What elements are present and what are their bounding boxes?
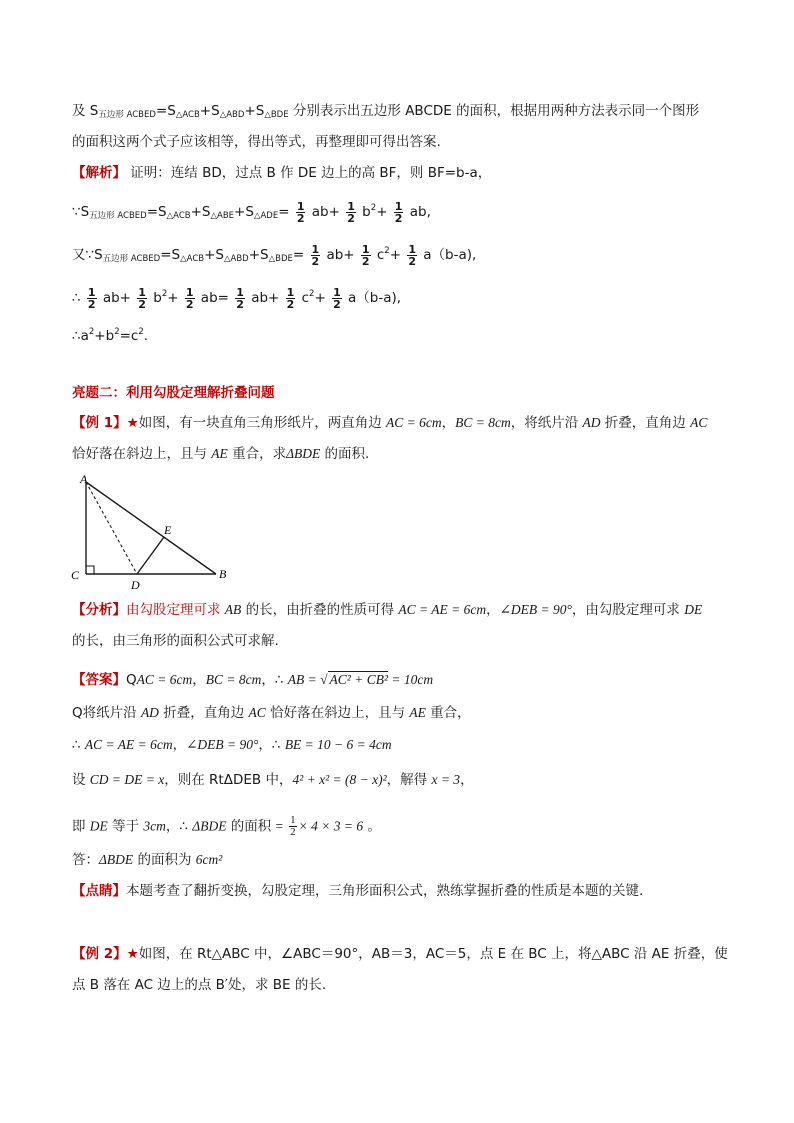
symbol: Q (126, 672, 137, 688)
fraction-numerator: 1 (138, 285, 146, 299)
example-tag: 【例 2】 (72, 946, 127, 962)
answer-line-5 (72, 815, 381, 838)
analysis-line-1 (72, 601, 702, 619)
text: 证明：连结 BD，过点 B 作 DE 边上的高 BF，则 BF=b-a， (126, 165, 492, 181)
fraction-half (286, 287, 296, 310)
math: ΔBDE (99, 852, 134, 867)
text: + (389, 247, 402, 263)
text: ∴ (72, 290, 81, 306)
sqrt-symbol: √ (320, 672, 328, 687)
text: 等于 (107, 818, 144, 835)
line-1 (72, 102, 699, 124)
math: 3cm (143, 818, 166, 834)
text: ab, (405, 204, 431, 220)
fraction-numerator: 1 (236, 285, 244, 299)
math: BC = 8cm (205, 672, 262, 687)
answer-line-6 (72, 851, 222, 869)
fraction-denominator: 2 (185, 297, 194, 311)
math: AD (582, 415, 601, 430)
text: a（b-a), (418, 247, 477, 263)
text: = (292, 247, 305, 263)
text: 又∵S (72, 247, 103, 263)
superscript: 2 (138, 327, 144, 337)
fraction-numerator: 1 (87, 285, 96, 299)
text: 即 (72, 818, 90, 835)
math: x = 3 (431, 772, 461, 787)
text: =c (119, 328, 139, 344)
math: AD (140, 705, 159, 720)
fraction-denominator: 2 (290, 826, 296, 838)
math: 6cm² (195, 852, 223, 867)
text: 重合， (425, 705, 471, 721)
superscript: 2 (309, 289, 315, 299)
math: ΔBDE (286, 446, 321, 461)
fraction-half (185, 287, 195, 310)
fraction-numerator: 1 (311, 242, 320, 256)
math: × 4 × 3 = 6 (298, 818, 364, 834)
subscript: 五边形 ACBED (102, 254, 161, 264)
fraction-denominator: 2 (408, 254, 416, 268)
text: 的长，由折叠的性质可得 (241, 602, 399, 618)
superscript: 2 (384, 246, 390, 256)
fraction-half (407, 244, 417, 267)
fraction-denominator: 2 (296, 211, 305, 225)
subscript: △BDE (264, 110, 289, 120)
math: AC (248, 705, 266, 720)
math-radicand: AC² + CB² (329, 672, 388, 687)
text: ab+ (307, 204, 340, 220)
text: ，由勾股定理可求 (571, 602, 685, 618)
text: 的面积. (320, 446, 370, 462)
text: ，将纸片沿 (510, 415, 583, 431)
text: 折叠，直角边 (600, 415, 691, 431)
math: DE (89, 818, 108, 834)
answer-line-3 (72, 736, 392, 754)
text: 答： (72, 852, 99, 868)
text: ∴a (72, 328, 89, 344)
fraction-denominator: 2 (138, 297, 146, 311)
text: . (143, 328, 149, 344)
text: =S (146, 204, 167, 220)
example-1-line-1 (72, 414, 707, 432)
text: +S (190, 204, 211, 220)
text: 本题考查了翻折变换，勾股定理，三角形面积公式，熟练掌握折叠的性质是本题的关键. (126, 883, 644, 899)
segment-ad-dashed (86, 482, 137, 574)
text: 及 S (72, 103, 99, 119)
subscript: △ABD (223, 254, 249, 264)
example-2-line-1 (72, 945, 728, 963)
superscript: 2 (370, 203, 377, 213)
text: ab+ (98, 290, 131, 306)
subscript: △ACB (180, 254, 205, 264)
math: = (271, 818, 288, 834)
example-1-line-2 (72, 445, 369, 463)
text: 恰好落在斜边上，且与 (265, 705, 410, 721)
segment-de (137, 537, 164, 574)
text: +S (244, 103, 265, 119)
fraction-half (87, 287, 97, 310)
subscript: △ACB (166, 211, 191, 221)
line-5 (72, 242, 476, 268)
text: 设 (72, 772, 90, 788)
math: ∠DEB = 90° (186, 737, 259, 752)
label-d: D (131, 578, 140, 590)
math: AE (211, 446, 228, 461)
label-c: C (71, 568, 80, 582)
fraction-numerator: 1 (347, 199, 355, 213)
math: AC = 6cm (386, 415, 442, 430)
text: ，∴ (258, 737, 285, 753)
segment-ab (86, 482, 216, 574)
text: + (167, 290, 179, 306)
subscript: 五边形 ACBED (98, 110, 156, 120)
text: ∴ (72, 737, 85, 753)
text: 将纸片沿 (82, 705, 141, 721)
text: 。 (363, 818, 381, 835)
answer-tag: 【答案】 (72, 672, 126, 688)
text: = (278, 204, 290, 220)
math: AC = AE = 6cm (84, 737, 173, 752)
math: = 10cm (388, 672, 434, 687)
text: + (376, 204, 388, 220)
text: +S (248, 247, 269, 263)
text: ， (192, 672, 206, 688)
fraction-half (311, 244, 321, 267)
subscript: △ACB (175, 110, 200, 120)
text: ， (460, 772, 474, 788)
fraction-denominator: 2 (361, 254, 370, 268)
math: BC = 8cm (455, 415, 511, 430)
fraction-denominator: 2 (311, 254, 320, 268)
text: 的面积为 (133, 852, 196, 868)
star-icon: ★ (126, 946, 139, 962)
line-4 (72, 199, 431, 225)
example-tag: 【例 1】 (72, 415, 127, 431)
text: +b (94, 328, 115, 344)
math: AB (224, 602, 242, 617)
fraction-numerator: 1 (296, 199, 305, 213)
fraction-numerator: 1 (333, 285, 341, 299)
fraction-half (137, 287, 147, 310)
fraction-denominator: 2 (236, 297, 244, 311)
text: 折叠，直角边 (158, 705, 249, 721)
line-2: 的面积这两个式子应该相等，得出等式，再整理即可得出答案. (72, 134, 441, 150)
math: AC (690, 415, 708, 430)
fraction-half (361, 244, 371, 267)
text: c (372, 247, 385, 263)
line-7 (72, 323, 148, 345)
analysis-tag: 【分析】 (72, 602, 126, 618)
section-heading: 亮题二：利用勾股定理解折叠问题 (72, 385, 275, 401)
star-icon: ★ (126, 415, 139, 431)
math: BE = 10 − 6 = 4cm (284, 737, 392, 752)
analysis-tag: 【解析】 (72, 165, 126, 181)
label-a: A (80, 472, 88, 486)
text: 如图，有一块直角三角形纸片，两直角边 (138, 415, 386, 431)
math: AB = (287, 672, 321, 687)
symbol: Q (72, 705, 83, 721)
text: ab+ (246, 290, 280, 306)
fraction-numerator: 1 (185, 285, 194, 299)
comment-line (72, 882, 643, 900)
superscript: 2 (88, 327, 95, 337)
text: a（b-a), (343, 290, 402, 306)
math: ΔBDE (192, 818, 227, 834)
fraction-denominator: 2 (286, 297, 295, 311)
subscript: △BDE (268, 254, 293, 264)
math: AC = AE = 6cm (398, 602, 487, 617)
superscript: 2 (161, 289, 168, 299)
fraction-denominator: 2 (394, 211, 403, 225)
subscript: △ADE (253, 211, 279, 221)
text: ab= (196, 290, 229, 306)
fraction-numerator: 1 (290, 814, 296, 826)
line-6 (72, 285, 401, 310)
math: CD = DE = x (89, 772, 165, 787)
text: ，解得 (386, 772, 432, 788)
text: 分别表示出五边形 ABCDE 的面积，根据用两种方法表示同一个图形 (288, 103, 700, 119)
fraction-half (332, 287, 342, 310)
fraction-numerator: 1 (394, 199, 403, 213)
right-angle-mark (86, 566, 94, 574)
subscript: △ABE (210, 211, 235, 221)
answer-line-1 (72, 671, 433, 689)
text: 如图，在 Rt△ABC 中，∠ABC＝90°，AB＝3，AC＝5，点 E 在 BC 上，将△ABC 沿 AE 折叠，使 (138, 946, 728, 962)
text: 恰好落在斜边上，且与 (72, 446, 212, 462)
answer-line-2 (72, 704, 471, 722)
text: ∵S (72, 204, 90, 220)
text: =S (160, 247, 181, 263)
example-2-line-2: 点 B 落在 AC 边上的点 B′处，求 BE 的长. (72, 977, 327, 993)
text: ， (441, 415, 456, 431)
superscript: 2 (114, 327, 120, 337)
text: c (297, 290, 310, 306)
fraction-half (235, 287, 245, 310)
math: AC = 6cm (136, 672, 193, 687)
triangle-figure (62, 470, 252, 590)
subscript: 五边形 ACBED (89, 211, 147, 221)
fraction-half (346, 201, 356, 224)
text: ， (486, 602, 500, 618)
comment-tag: 【点睛】 (72, 883, 126, 899)
fraction-denominator: 2 (347, 211, 355, 225)
answer-line-4 (72, 771, 474, 789)
text: 由勾股定理可求 (126, 602, 225, 618)
analysis-line-2: 的长，由三角形的面积公式可求解. (72, 633, 279, 649)
text: ， (172, 737, 187, 753)
text: 的面积 (226, 818, 272, 835)
text: +S (204, 247, 224, 263)
text: b (357, 204, 371, 220)
text: +S (234, 204, 254, 220)
text: ，∴ (261, 672, 288, 688)
math: 4² + x² = (8 − x)² (292, 772, 387, 787)
math: ∠DEB = 90° (499, 602, 572, 617)
text: ，∴ (165, 818, 193, 835)
text: b (148, 290, 162, 306)
text: + (314, 290, 326, 306)
fraction-numerator: 1 (361, 242, 370, 256)
fraction-denominator: 2 (333, 297, 341, 311)
math: DE (684, 602, 703, 617)
fraction-half (289, 815, 297, 838)
line-3 (72, 164, 491, 182)
text: ab+ (322, 247, 355, 263)
math: AE (409, 705, 426, 720)
fraction-numerator: 1 (286, 285, 295, 299)
text: +S (199, 103, 220, 119)
fraction-numerator: 1 (408, 242, 416, 256)
label-b: B (219, 567, 227, 581)
text: =S (155, 103, 176, 119)
text: ，则在 RtΔDEB 中， (164, 772, 293, 788)
fraction-half (296, 201, 306, 224)
fraction-denominator: 2 (87, 297, 96, 311)
label-e: E (164, 523, 172, 537)
subscript: △ABD (219, 110, 245, 120)
fraction-half (394, 201, 404, 224)
text: 重合，求 (227, 446, 287, 462)
